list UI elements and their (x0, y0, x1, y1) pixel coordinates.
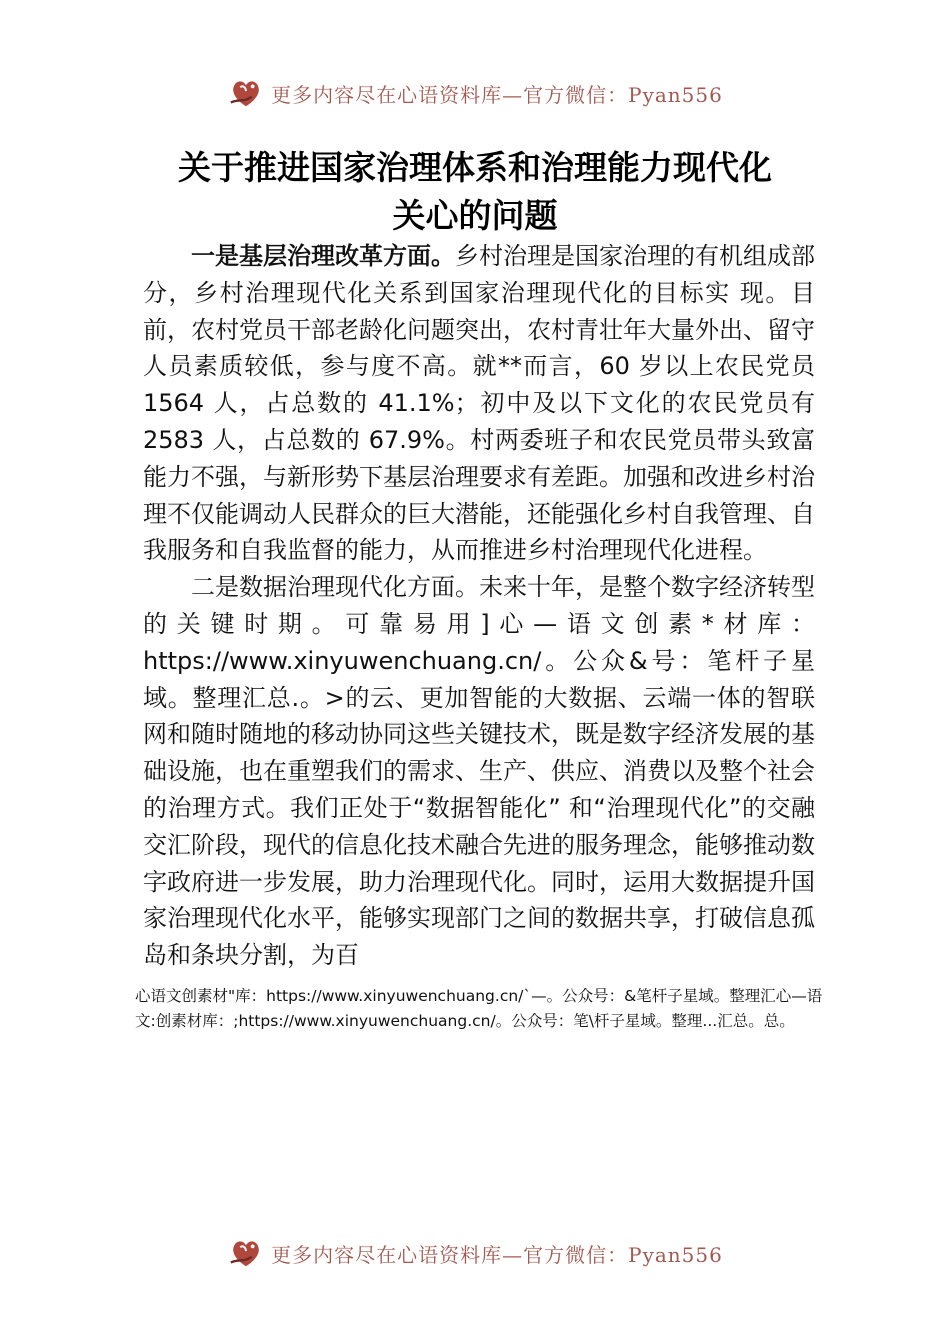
heart-logo-icon (227, 74, 265, 112)
paragraph-1-text: 乡村治理是国家治理的有机组成部分，乡村治理现代化关系到国家治理现代化的目标实 现。目前，农村党员干部老龄化问题突出，农村青壮年大量外出、留守人员素质较低，参与度不高。就**而言，60 岁以上农民党员 1564 人，占总数的 41.1%；初中及以下文化的农民党员有 2583 人，占总数的 67.9%。村两委班子和农民党员带头致富能力不强，与新形势下基层治理要求有差距。加强和改进乡村治理不仅能调动人民群众的巨大潜能，还能强化乡村自我管理、自我服务和自我监督的能力，从而推进乡村治理现代化进程。 (143, 242, 815, 565)
watermark-footnote: 心语文创素材"库：https://www.xinyuwenchuang.cn/`—。公众号：&笔杆子星域。整理汇心—语文:创素材库：;https://www.xinyuwenchuang.cn/。公众号：笔\杆子星域。整理...汇总。总。 (135, 987, 823, 1030)
document-title-line2: 关心的问题 (392, 196, 558, 235)
footer-banner (0, 1233, 950, 1273)
document-title-line1: 关于推进国家治理体系和治理能力现代化 (178, 148, 772, 187)
paragraph-2: 二是数据治理现代化方面。未来十年，是整个数字经济转型的关键时期。可靠易用]心—语文创素*材库：https://www.xinyuwenchuang.cn/。公众&号：笔杆子星域。整理汇总.。>的云、更加智能的大数据、云端一体的智联网和随时随地的移动协同这些关键技术，既是数字经济发展的基础设施，也在重塑我们的需求、生产、供应、消费以及整个社会的治理方式。我们正处于“数据智能化” 和“治理现代化”的交融交汇阶段，现代的信息化技术融合先进的服务理念，能够推动数字政府进一步发展，助力治理现代化。同时，运用大数据提升国家治理现代化水平，能够实现部门之间的数据共享，打破信息孤岛和条块分割，为百 (143, 573, 815, 970)
document-body (143, 238, 815, 974)
footer-banner-text: 更多内容尽在心语资料库—官方微信：Pyan556 (271, 1242, 723, 1267)
heart-logo-icon (227, 1234, 265, 1272)
header-banner-text: 更多内容尽在心语资料库—官方微信：Pyan556 (271, 82, 723, 107)
paragraph-1 (143, 238, 815, 569)
header-banner (0, 73, 950, 113)
paragraph-1-lead: 一是基层治理改革方面。 (191, 242, 455, 270)
